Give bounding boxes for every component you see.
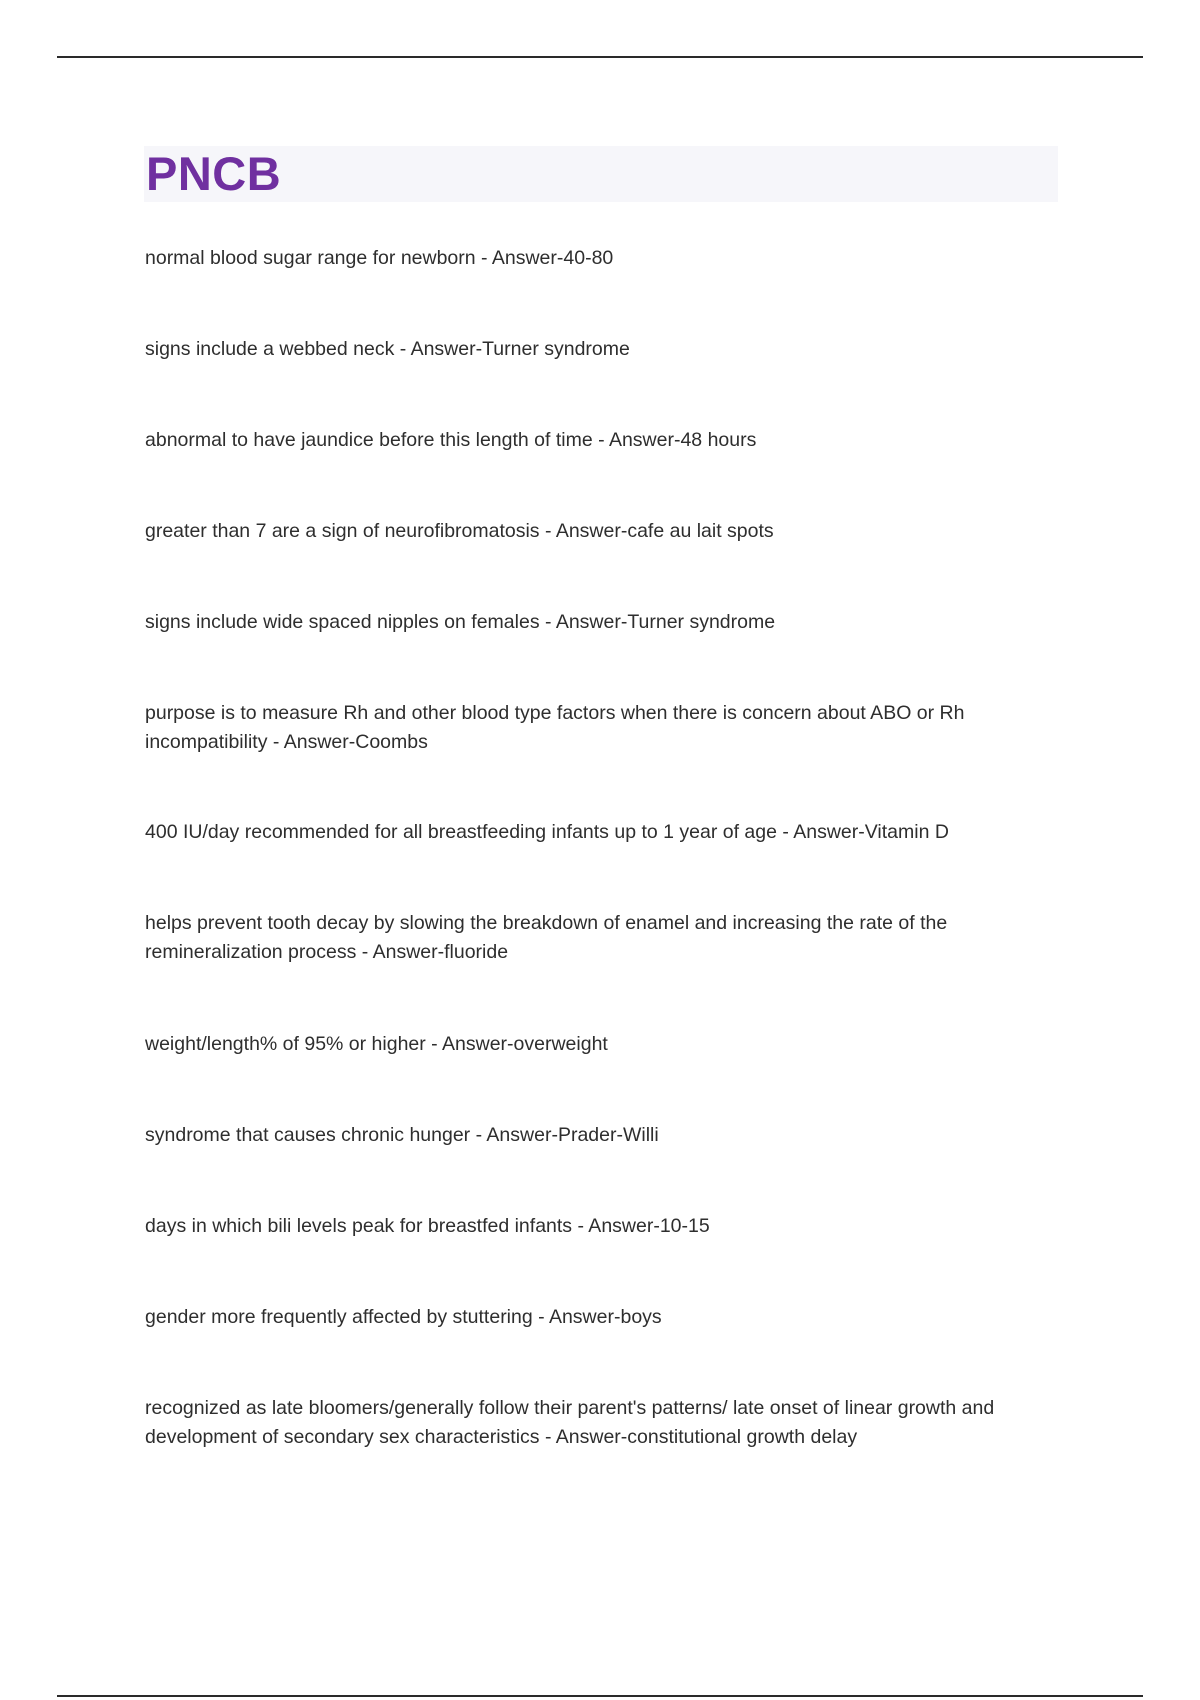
qa-item: normal blood sugar range for newborn - Answer-40-80	[145, 247, 614, 269]
qa-item: purpose is to measure Rh and other blood type factors when there is concern about ABO or Rh incompatibility - Answer-Coombs	[145, 702, 965, 753]
bottom-rule	[57, 1695, 1143, 1697]
top-rule	[57, 56, 1143, 58]
qa-item: recognized as late bloomers/generally follow their parent's patterns/ late onset of linear growth and development of secondary sex characteristics - Answer-constitutional growth delay	[145, 1397, 995, 1448]
qa-item: gender more frequently affected by stuttering - Answer-boys	[145, 1306, 662, 1328]
qa-item: helps prevent tooth decay by slowing the breakdown of enamel and increasing the rate of the remineralization process - Answer-fluoride	[145, 912, 948, 963]
qa-item: greater than 7 are a sign of neurofibromatosis - Answer-cafe au lait spots	[145, 520, 774, 542]
title-band	[144, 146, 1058, 202]
qa-item: signs include wide spaced nipples on females - Answer-Turner syndrome	[145, 611, 776, 633]
qa-item: days in which bili levels peak for breastfed infants - Answer-10-15	[145, 1215, 710, 1237]
page-title: PNCB	[146, 147, 282, 200]
qa-item: weight/length% of 95% or higher - Answer-overweight	[145, 1033, 608, 1055]
qa-item: abnormal to have jaundice before this length of time - Answer-48 hours	[145, 429, 757, 451]
qa-item: syndrome that causes chronic hunger - Answer-Prader-Willi	[145, 1124, 659, 1146]
qa-item: 400 IU/day recommended for all breastfeeding infants up to 1 year of age - Answer-Vitamin D	[145, 821, 949, 843]
qa-item: signs include a webbed neck - Answer-Turner syndrome	[145, 338, 630, 360]
